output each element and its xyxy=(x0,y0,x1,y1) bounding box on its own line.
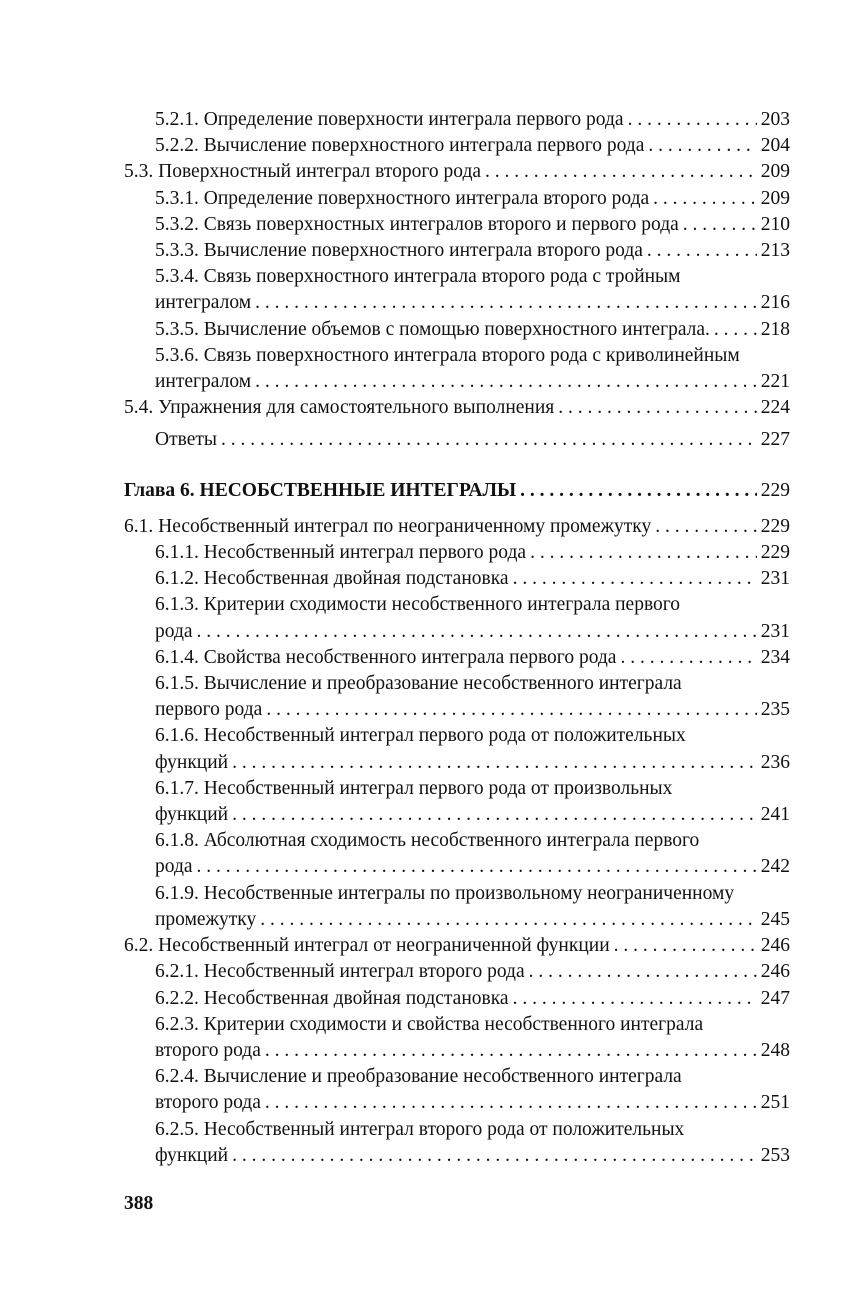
toc-page-number: 221 xyxy=(760,371,790,393)
toc-page-number: 231 xyxy=(760,620,790,642)
toc-subsection-entry[interactable] xyxy=(124,959,790,985)
toc-entry-row xyxy=(155,619,790,645)
toc-subsection-entry[interactable] xyxy=(124,107,790,133)
toc-entry-row xyxy=(155,540,790,566)
toc-subsection-entry[interactable] xyxy=(124,133,790,159)
toc-page-number: 246 xyxy=(760,961,790,983)
toc-subsection-entry[interactable] xyxy=(124,186,790,212)
toc-page-number: 245 xyxy=(760,908,790,930)
toc-entry-title-line: 6.1.6. Несобственный интеграл первого рода от положительных xyxy=(155,725,686,747)
toc-entry-title: 5.3.3. Вычисление поверхностного интеграла второго рода xyxy=(155,240,643,262)
toc-page-number: 248 xyxy=(760,1039,790,1061)
toc-entry-title: интегралом xyxy=(155,371,252,393)
toc-page-number: 241 xyxy=(760,804,790,826)
toc-entry-title-line: 6.1.8. Абсолютная сходимость несобственного интеграла первого xyxy=(155,830,700,852)
toc-entry-title: 5.4. Упражнения для самостоятельного выполнения xyxy=(124,397,555,419)
toc-page-number: 236 xyxy=(760,751,790,773)
toc-page-number: 242 xyxy=(760,856,790,878)
dot-leader xyxy=(683,212,757,238)
toc-entry-title: 5.3.2. Связь поверхностных интегралов второго и первого рода xyxy=(155,213,679,235)
toc-entry-row xyxy=(155,1038,790,1064)
toc-page-number: 209 xyxy=(760,161,790,183)
toc-subsection-entry[interactable] xyxy=(124,212,790,238)
toc-section-entry[interactable] xyxy=(124,159,790,185)
toc-entry-title-line: 6.2.4. Вычисление и преобразование несобственного интеграла xyxy=(155,1066,682,1088)
toc-entry-row xyxy=(155,750,790,776)
toc-subsection-entry[interactable] xyxy=(124,645,790,671)
toc-chapter-entry[interactable] xyxy=(124,478,790,504)
toc-entry-row xyxy=(155,645,790,671)
toc-entry-title: рода xyxy=(155,856,193,878)
toc-subsection-entry[interactable] xyxy=(124,427,790,453)
toc-entry-row xyxy=(155,186,790,212)
toc-entry-row xyxy=(155,907,790,933)
dot-leader xyxy=(265,1038,757,1064)
toc-entry-title: 6.2.1. Несобственный интеграл второго рода xyxy=(155,961,525,983)
toc-page-number: 247 xyxy=(760,987,790,1009)
toc-entry-title: интегралом xyxy=(155,292,252,314)
toc-entry-row xyxy=(124,478,790,504)
toc-entry-title-line: 6.2.3. Критерии сходимости и свойства несобственного интеграла xyxy=(155,1013,704,1035)
toc-entry-title-line: 5.3.4. Связь поверхностного интеграла второго рода с тройным xyxy=(155,266,681,288)
toc-entry-title-line: 6.1.3. Критерии сходимости несобственного интеграла первого xyxy=(155,594,681,616)
toc-page-number: 231 xyxy=(760,568,790,590)
dot-leader xyxy=(530,540,757,566)
toc-section-entry[interactable] xyxy=(124,933,790,959)
toc-subsection-entry[interactable] xyxy=(124,238,790,264)
toc-subsection-entry[interactable] xyxy=(124,592,790,644)
toc-page-number: 229 xyxy=(760,542,790,564)
dot-leader xyxy=(197,854,757,880)
toc-page-number: 203 xyxy=(760,109,790,130)
toc-page-number: 229 xyxy=(760,515,790,537)
toc-entry-title: 5.2.2. Вычисление поверхностного интеграла первого рода xyxy=(155,135,645,157)
toc-entry-row xyxy=(155,802,790,828)
dot-leader xyxy=(232,1143,757,1169)
toc-entry-title: рода xyxy=(155,620,193,642)
dot-leader xyxy=(614,933,757,959)
toc-entry-row xyxy=(155,1090,790,1116)
toc-subsection-entry[interactable] xyxy=(124,343,790,395)
dot-leader xyxy=(520,478,757,504)
toc-page-number: 246 xyxy=(760,935,790,957)
toc-entry-title: 5.3. Поверхностный интеграл второго рода xyxy=(124,161,482,183)
toc-entry-row xyxy=(155,290,790,316)
toc-entry-row xyxy=(124,159,790,185)
toc-subsection-entry[interactable] xyxy=(124,1117,790,1169)
toc-spacer xyxy=(124,454,790,478)
dot-leader xyxy=(221,427,757,453)
toc-section-entry[interactable] xyxy=(124,395,790,421)
toc-page-number: 234 xyxy=(760,646,790,668)
dot-leader xyxy=(266,697,756,723)
toc-entry-title-line: 6.1.9. Несобственные интегралы по произвольному неограниченному xyxy=(155,882,735,904)
toc-page-number: 224 xyxy=(760,397,790,419)
toc-page-number: 251 xyxy=(760,1092,790,1114)
toc-entry-row xyxy=(155,959,790,985)
dot-leader xyxy=(655,514,757,540)
dot-leader xyxy=(628,107,757,133)
page-number: 388 xyxy=(124,1193,154,1214)
toc-entry-row xyxy=(124,514,790,540)
toc-page-number: 210 xyxy=(760,213,790,235)
toc-page-number: 216 xyxy=(760,292,790,314)
toc-subsection-entry[interactable] xyxy=(124,828,790,880)
dot-leader xyxy=(232,802,757,828)
toc-entry-title: 6.1.4. Свойства несобственного интеграла первого рода xyxy=(155,646,617,668)
toc-page-number: 229 xyxy=(760,479,790,501)
toc-subsection-entry[interactable] xyxy=(124,671,790,723)
toc-entry-row xyxy=(155,317,790,343)
toc-entry-title: 6.2.2. Несобственная двойная подстановка xyxy=(155,987,509,1009)
toc-entry-title: функций xyxy=(155,804,229,826)
toc-page-number: 209 xyxy=(760,187,790,209)
dot-leader xyxy=(232,750,757,776)
dot-leader xyxy=(513,566,757,592)
toc-entry-title: 6.1.2. Несобственная двойная подстановка xyxy=(155,568,509,590)
toc-entry-row xyxy=(155,369,790,395)
toc-page-number: 253 xyxy=(760,1144,790,1166)
toc-entry-title-line: 6.1.7. Несобственный интеграл первого рода от произвольных xyxy=(155,777,673,799)
toc-entry-title: второго рода xyxy=(155,1092,261,1114)
toc-entry-row xyxy=(155,1143,790,1169)
toc-entry-title: функций xyxy=(155,1144,229,1166)
toc-entry-title: промежутку xyxy=(155,908,257,930)
dot-leader xyxy=(558,395,757,421)
toc-page-number: 218 xyxy=(760,318,790,340)
toc-entry-row xyxy=(155,566,790,592)
toc-subsection-entry[interactable] xyxy=(124,776,790,828)
toc-entry-row xyxy=(155,238,790,264)
toc-entry-title: Ответы xyxy=(155,429,217,451)
toc-subsection-entry[interactable] xyxy=(124,986,790,1012)
toc-entry-title: 5.3.1. Определение поверхностного интеграла второго рода xyxy=(155,187,650,209)
dot-leader xyxy=(260,907,756,933)
toc-subsection-entry[interactable] xyxy=(124,566,790,592)
toc-entry-title-line: 6.1.5. Вычисление и преобразование несобственного интеграла xyxy=(155,673,682,695)
toc-entry-title: Глава 6. НЕСОБСТВЕННЫЕ ИНТЕГРАЛЫ xyxy=(124,479,517,501)
dot-leader xyxy=(714,317,757,343)
toc-page-number: 213 xyxy=(760,240,790,262)
toc-entry-row xyxy=(155,427,790,453)
dot-leader xyxy=(529,959,757,985)
toc-subsection-entry[interactable] xyxy=(124,264,790,316)
toc-entry-row xyxy=(155,107,790,133)
toc-entry-row xyxy=(124,395,790,421)
toc-subsection-entry[interactable] xyxy=(124,723,790,775)
toc-entry-row xyxy=(124,933,790,959)
dot-leader xyxy=(653,186,757,212)
toc-subsection-entry[interactable] xyxy=(124,540,790,566)
toc-entry-title: 5.3.5. Вычисление объемов с помощью поверхностного интеграла. xyxy=(155,318,710,340)
dot-leader xyxy=(265,1090,757,1116)
dot-leader xyxy=(648,133,756,159)
toc-entry-title: 6.1. Несобственный интеграл по неограниченному промежутку xyxy=(124,515,652,537)
toc-subsection-entry[interactable] xyxy=(124,1012,790,1064)
table-of-contents xyxy=(124,107,790,1169)
toc-entry-title-line: 5.3.6. Связь поверхностного интеграла второго рода с криволинейным xyxy=(155,344,740,366)
toc-spacer xyxy=(124,504,790,514)
toc-entry-row xyxy=(155,697,790,723)
toc-entry-title: первого рода xyxy=(155,699,263,721)
toc-subsection-entry[interactable] xyxy=(124,1064,790,1116)
toc-page-number: 204 xyxy=(760,135,790,157)
toc-entry-row xyxy=(155,986,790,1012)
toc-entry-title: функций xyxy=(155,751,229,773)
toc-entry-title: 6.2. Несобственный интеграл от неограниченной функции xyxy=(124,935,610,957)
toc-page-number: 227 xyxy=(760,429,790,451)
dot-leader xyxy=(255,369,757,395)
toc-entry-title: 5.2.1. Определение поверхности интеграла первого рода xyxy=(155,109,624,130)
dot-leader xyxy=(485,159,757,185)
dot-leader xyxy=(197,619,757,645)
toc-entry-row xyxy=(155,212,790,238)
dot-leader xyxy=(620,645,756,671)
toc-subsection-entry[interactable] xyxy=(124,317,790,343)
dot-leader xyxy=(647,238,757,264)
dot-leader xyxy=(513,986,757,1012)
toc-entry-row xyxy=(155,854,790,880)
toc-subsection-entry[interactable] xyxy=(124,881,790,933)
toc-page-number: 235 xyxy=(760,699,790,721)
toc-entry-title: второго рода xyxy=(155,1039,261,1061)
toc-section-entry[interactable] xyxy=(124,514,790,540)
toc-entry-row xyxy=(155,133,790,159)
toc-entry-title-line: 6.2.5. Несобственный интеграл второго рода от положительных xyxy=(155,1118,685,1140)
toc-entry-title: 6.1.1. Несобственный интеграл первого рода xyxy=(155,542,527,564)
dot-leader xyxy=(255,290,757,316)
